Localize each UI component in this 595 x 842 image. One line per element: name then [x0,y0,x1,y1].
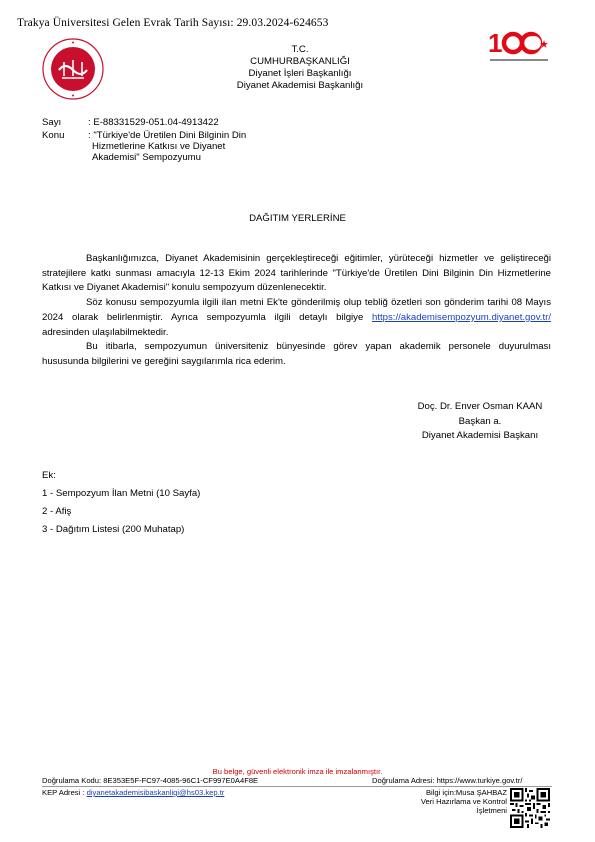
sayi-label: Sayı [42,117,62,128]
svg-text:1: 1 [488,28,503,58]
attachment-item: 1 - Sempozyum İlan Metni (10 Sayfa) [42,488,201,499]
contact-info [380,788,507,815]
konu-label: Konu [42,130,65,141]
sayi-row [42,117,342,131]
konu-value [88,130,288,163]
paragraph-2-tail: adresinden ulaşılabilmektedir. [42,326,169,338]
diyanet-seal-icon [42,38,104,100]
contact-line-2: Veri Hazırlama ve Kontrol [420,797,507,806]
konu-line-2: Hizmetlerine Katkısı ve Diyanet [92,141,226,152]
header-diyanet: Diyanet İşleri Başkanlığı [248,68,352,79]
konu-line-1: : "Türkiye'de Üretilen Dini Bilginin Din [88,130,247,141]
paragraph-1: Başkanlığımızca, Diyanet Akademisinin gerçekleştireceği eğitimler, yürüteceği hizmetler ve geliştireceği stratejilere katkı sunması amacıyla 12-13 Ekim 2024 tarihlerinde "Türkiye'de Üretilen Dini Bilginin Din Hizmetlerine Katkısı ve Diyanet Akademisi" konulu sempozyum düzenlenecektir. [42,253,551,294]
attachment-item: 3 - Dağıtım Listesi (200 Muhatap) [42,524,185,535]
verification-address: Doğrulama Adresi: https://www.turkiye.gov.tr/ [372,776,523,785]
sayi-value: : E-88331529-051.04-4913422 [88,117,219,128]
kep-row [42,788,224,797]
paragraph-2-text: Söz konusu sempozyumla ilgili ilan metni Ek'te gönderilmiş olup tebliğ özetleri son gönderim tarihi 08 Mayıs 2024 olarak belirlenmiştir. Ayrıca sempozyumla ilgili detaylı bilgiye [42,297,551,323]
header-cumhurbaskanligi: CUMHURBAŞKANLIĞI [250,56,350,67]
footer-divider [42,786,552,787]
letter-body [42,252,551,370]
contact-line-1: Bilgi için:Musa ŞAHBAZ [425,788,507,797]
signer-title: Başkan a. [458,415,502,427]
header-block [160,44,440,92]
document-stamp: Trakya Üniversitesi Gelen Evrak Tarih Sayısı: 29.03.2024-624653 [17,17,329,29]
konu-row [42,130,342,170]
symposium-link[interactable]: https://akademisempozyum.diyanet.gov.tr/ [372,311,551,323]
verification-code: Doğrulama Kodu: 8E353E5F-FC97-4085-96C1-CF997E0A4F8E [42,776,259,785]
header-tc: T.C. [291,44,309,55]
header-akademi: Diyanet Akademisi Başkanlığı [236,80,364,91]
attachments-block [42,467,200,539]
kep-address-link[interactable]: diyanetakademisibaskanligi@hs03.kep.tr [86,788,225,797]
attachment-item: 2 - Afiş [42,506,72,517]
signature-block [380,400,580,444]
attachments-label: Ek: [42,470,56,481]
turkiye-100-yil-logo [486,26,552,68]
esign-notice: Bu belge, güvenli elektronik imza ile imzalanmıştır. [212,767,383,776]
contact-line-3: İşletmeni [476,806,507,815]
konu-line-3: Akademisi" Sempozyumu [92,152,201,163]
kep-label: KEP Adresi : [42,788,87,797]
qr-code-icon [510,788,550,828]
paragraph-3: Bu itibarla, sempozyumun üniversiteniz bünyesinde görev yapan akademik personele duyurulması hususunda bilgilerini ve gereğini saygılarımla rica ederim. [42,341,551,367]
signer-unit: Diyanet Akademisi Başkanı [421,430,539,442]
paragraph-2 [42,296,551,340]
signer-name: Doç. Dr. Enver Osman KAAN [417,401,543,412]
page-title: DAĞITIM YERLERİNE [249,213,346,224]
